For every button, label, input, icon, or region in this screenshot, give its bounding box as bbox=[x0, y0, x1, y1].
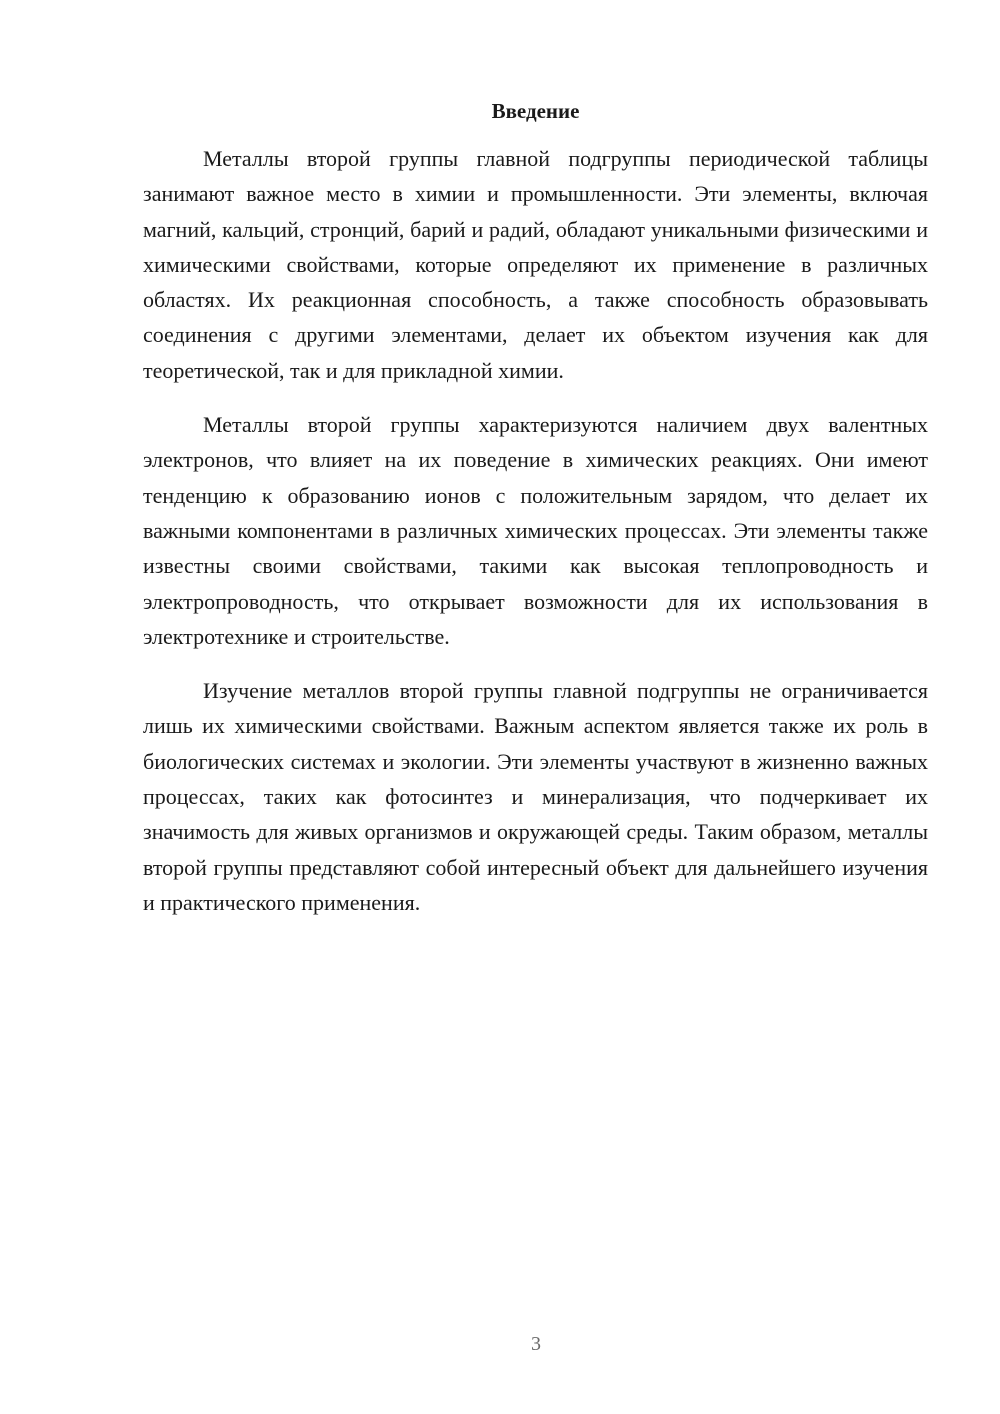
paragraph-2: Металлы второй группы характеризуются наличием двух валентных электронов, что влияет на их поведение в химических реакциях. Они имеют тенденцию к образованию ионов с положительным зарядом, что делает их важными компонентами в различных химических процессах. Эти элементы также известны своими свойствами, такими как высокая теплопроводность и электропроводность, что открывает возможности для их использования в электротехнике и строительстве. bbox=[143, 412, 928, 649]
paragraph-3: Изучение металлов второй группы главной подгруппы не ограничивается лишь их химическими свойствами. Важным аспектом является также их роль в биологических системах и экологии. Эти элементы участвуют в жизненно важных процессах, таких как фотосинтез и минерализация, что подчеркивает их значимость для живых организмов и окружающей среды. Таким образом, металлы второй группы представляют собой интересный объект для дальнейшего изучения и практического применения. bbox=[143, 678, 928, 915]
paragraph-1: Металлы второй группы главной подгруппы периодической таблицы занимают важное место в химии и промышленности. Эти элементы, включая магний, кальций, стронций, барий и радий, обладают уникальными физическими и химическими свойствами, которые определяют их применение в различных областях. Их реакционная способность, а также способность образовывать соединения с другими элементами, делает их объектом изучения как для теоретической, так и для прикладной химии. bbox=[143, 146, 928, 383]
body-text bbox=[143, 141, 928, 939]
page-number: 3 bbox=[531, 1333, 541, 1355]
section-title: Введение bbox=[491, 99, 580, 123]
